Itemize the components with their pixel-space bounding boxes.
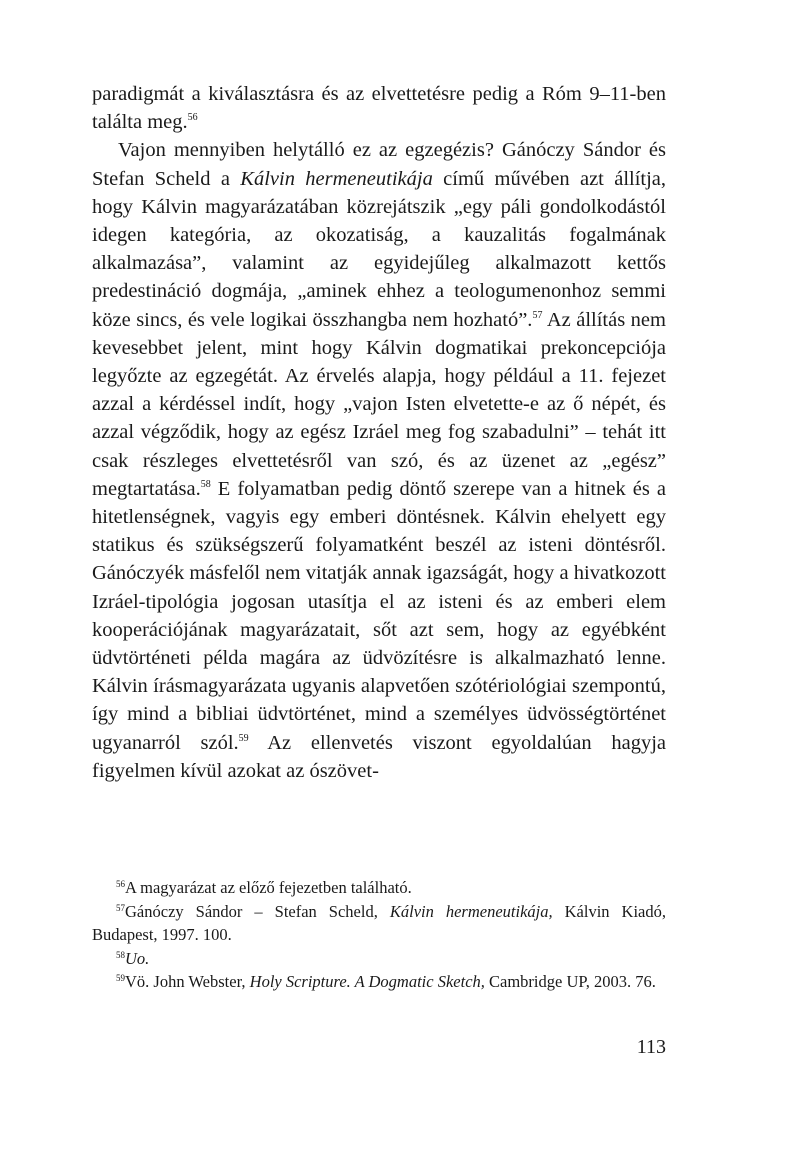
- footnote-ref-59[interactable]: 59: [238, 732, 249, 744]
- footnote-italic: Kálvin hermeneutikája,: [389, 901, 553, 921]
- footnote-text: Gánóczy Sándor – Stefan Scheld,: [125, 901, 390, 921]
- footnote-text: Kálvin Kiadó, Budapest, 1997. 100.: [92, 901, 666, 944]
- footnote-text: Vö. John Webster,: [125, 972, 250, 991]
- footnote-56: [92, 876, 666, 900]
- paragraph-1: [92, 80, 666, 136]
- footnote-57: [92, 900, 666, 947]
- footnote-number: 57: [116, 902, 125, 913]
- footnote-number: 58: [116, 949, 125, 960]
- page-number: 113: [636, 1036, 666, 1058]
- paragraph-1-text: paradigmát a kiválasztásra és az elvettetésre pedig a Róm 9–11-ben találta meg.: [92, 83, 666, 134]
- footnote-italic: Uo.: [125, 948, 150, 968]
- paragraph-2-text-d: E folyamatban pedig döntő szerepe van a hitnek és a hitetlenségnek, vagyis egy emberi döntésnek. Kálvin ehelyett egy statikus és szükségszerű folyamatként beszél az isteni döntésről. Gánóczyék másfelől nem vitatják annak igazságát, hogy a hivatkozott Izráel-tipológia jogosan utasítja el az isteni és az emberi elem kooperációjának magyarázatait, sőt azt sem, hogy az egyébként üdvtörténeti példa magára az üdvözítésre is alkalmazható lenne. Kálvin írásmagyarázata ugyanis alapvetően szótériológiai szempontú, így mind a bibliai üdvtörténet, mind a személyes üdvösségtörténet ugyanarról szól.: [92, 477, 666, 754]
- footnote-ref-57[interactable]: 57: [532, 309, 543, 321]
- footnote-ref-56[interactable]: 56: [187, 112, 198, 124]
- footnote-text: A magyarázat az előző fejezetben található.: [125, 878, 412, 897]
- footnote-59: [92, 970, 666, 994]
- book-title-italic: Kálvin hermeneutikája: [240, 167, 433, 190]
- footnote-ref-58[interactable]: 58: [200, 478, 211, 490]
- footnotes: [92, 876, 666, 994]
- paragraph-2-text-a: Vajon mennyiben helytálló ez az egzegézis? Gánóczy Sándor és Stefan Scheld a: [92, 139, 666, 190]
- paragraph-2-text-b: című művében azt állítja, hogy Kálvin magyarázatában közrejátszik „egy páli gondolkodástól idegen kategória, az okozatiság, a kauzalitás fogalmának alkalmazása”, valamint az egyidejűleg alkalmazott kettős predestináció dogmája, „aminek ehhez a teologumenonhoz semmi köze sincs, és vele logikai összhangba nem hozható”.: [92, 167, 667, 331]
- main-text: [92, 80, 666, 785]
- footnote-number: 59: [116, 973, 125, 983]
- paragraph-2: [92, 136, 666, 785]
- paragraph-2-text-e: Az ellenvetés viszont egyoldalúan hagyja figyelmen kívül azokat az ószövet-: [92, 731, 666, 782]
- footnote-number: 56: [116, 879, 125, 889]
- footnote-italic: Holy Scripture. A Dogmatic Sketch,: [249, 972, 485, 991]
- paragraph-2-text-c: Az állítás nem kevesebbet jelent, mint hogy Kálvin dogmatikai prekoncepciója legyőzte az egzegétát. Az érvelés alapja, hogy például a 11. fejezet azzal a kérdéssel indít, hogy „vajon Isten elvetette-e az ő népét, és azzal végződik, hogy az egész Izráel meg fog szabadulni” – tehát itt csak részleges elvettetésről van szó, és az üzenet az „egész” megtartatása.: [92, 308, 666, 500]
- footnote-58: [92, 947, 666, 971]
- footnote-text: Cambridge UP, 2003. 76.: [484, 972, 656, 991]
